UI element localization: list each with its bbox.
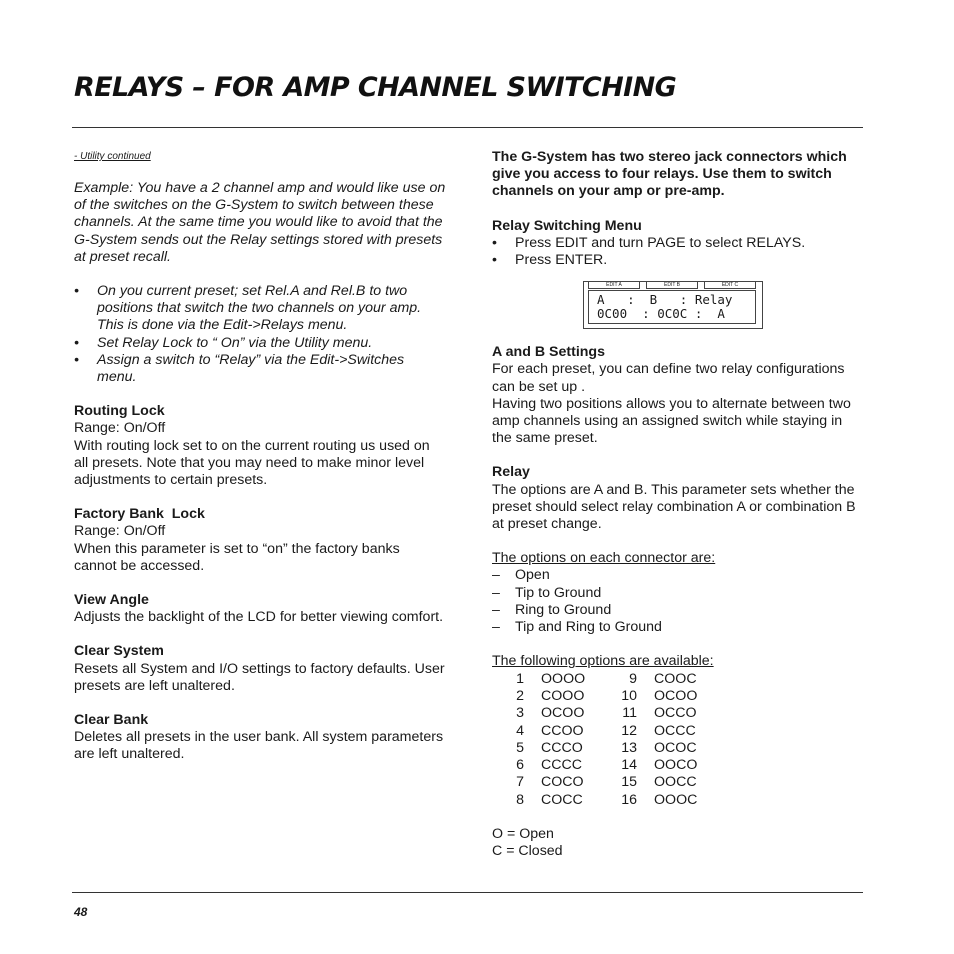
list-item: • Press ENTER.	[492, 252, 864, 269]
example-paragraph: Example: You have a 2 channel amp and would like use on of the switches on the G-System to switch between these channels. At the same time you would like to avoid that the G-System sends out the Relay settings stored with presets at preset recall.	[74, 180, 446, 265]
options-table	[492, 670, 714, 808]
option-code: OOOC	[654, 791, 698, 808]
option-number: 1	[516, 670, 524, 687]
available-options-heading: The following options are available:	[492, 653, 714, 670]
option-code: OCOO	[541, 705, 585, 722]
routing-lock-body: With routing lock set to on the current routing us used on all presets. Note that you may need to make minor level adjustments to certain presets.	[74, 437, 430, 489]
option-number: 3	[516, 705, 524, 722]
factory-bank-lock-heading: Factory Bank Lock	[74, 506, 205, 523]
option-code: OOOO	[541, 670, 586, 687]
list-item: – Tip and Ring to Ground	[492, 619, 864, 636]
option-number: 6	[516, 757, 524, 774]
right-column	[492, 149, 864, 860]
option-code: COCC	[541, 791, 583, 808]
option-number: 8	[516, 791, 524, 808]
page-title: RELAYS – FOR AMP CHANNEL SWITCHING	[74, 72, 677, 103]
option-number: 7	[516, 774, 524, 791]
view-angle-body: Adjusts the backlight of the LCD for better viewing comfort.	[74, 609, 444, 626]
table-row	[492, 705, 714, 722]
factory-bank-lock-range: Range: On/Off	[74, 523, 166, 540]
section-note: - Utility continued	[74, 151, 151, 162]
table-row	[492, 774, 714, 791]
option-number: 4	[516, 722, 524, 739]
option-number: 10	[621, 687, 637, 704]
example-steps-list	[74, 283, 446, 386]
ab-settings-heading: A and B Settings	[492, 344, 605, 361]
table-row	[492, 792, 714, 809]
option-code: OCOC	[654, 739, 697, 756]
lcd-display-illustration	[583, 281, 763, 329]
list-item: • Press EDIT and turn PAGE to select RELAYS.	[492, 235, 864, 252]
ab-settings-body-2: Having two positions allows you to alternate between two amp channels using an assigned switch while staying in the same preset.	[492, 395, 851, 447]
option-code: COCO	[541, 774, 584, 791]
header-divider	[72, 127, 863, 128]
lcd-tab-edit-c: EDIT C	[704, 281, 756, 289]
list-item: – Ring to Ground	[492, 602, 864, 619]
option-code: OCCC	[654, 722, 696, 739]
list-item: • On you current preset; set Rel.A and Rel.B to two positions that switch the two channels on your amp. This is done via the Edit->Relays menu.	[74, 283, 446, 335]
option-code: OCCO	[654, 705, 697, 722]
option-code: CCCC	[541, 757, 582, 774]
intro-paragraph: The G-System has two stereo jack connectors which give you access to four relays. Use them to switch channels on your amp or pre-amp.	[492, 149, 847, 200]
option-code: COOO	[541, 687, 585, 704]
clear-system-body: Resets all System and I/O settings to factory defaults. User presets are left unaltered.	[74, 660, 445, 694]
lcd-tab-edit-a: EDIT A	[588, 281, 640, 289]
relay-menu-heading: Relay Switching Menu	[492, 217, 642, 234]
clear-bank-body: Deletes all presets in the user bank. All system parameters are left unaltered.	[74, 729, 444, 763]
list-item: • Set Relay Lock to “ On” via the Utility menu.	[74, 335, 446, 352]
lcd-tab-edit-b: EDIT B	[646, 281, 698, 289]
option-code: CCOO	[541, 722, 584, 739]
clear-system-heading: Clear System	[74, 643, 164, 660]
option-number: 16	[621, 791, 637, 808]
option-number: 11	[622, 705, 637, 722]
option-code: OCOO	[654, 687, 698, 704]
page-number: 48	[74, 905, 88, 919]
routing-lock-heading: Routing Lock	[74, 403, 165, 420]
table-row	[492, 670, 714, 687]
routing-lock-range: Range: On/Off	[74, 420, 166, 437]
option-code: OOCC	[654, 774, 697, 791]
option-number: 13	[621, 739, 637, 756]
left-column	[74, 150, 446, 764]
clear-bank-heading: Clear Bank	[74, 712, 149, 729]
factory-bank-lock-body: When this parameter is set to “on” the factory banks cannot be accessed.	[74, 540, 400, 574]
option-number: 12	[621, 722, 637, 739]
option-code: COOC	[654, 670, 697, 687]
ab-settings-body-1: For each preset, you can define two relay configurations can be set up .	[492, 361, 845, 395]
relay-body: The options are A and B. This parameter sets whether the preset should select relay combination A or combination B at preset change.	[492, 481, 856, 533]
list-item: – Open	[492, 567, 864, 584]
list-item: – Tip to Ground	[492, 585, 864, 602]
relay-heading: Relay	[492, 464, 530, 481]
lcd-screen	[588, 290, 756, 324]
connector-options-list	[492, 567, 864, 636]
connector-options-heading: The options on each connector are:	[492, 550, 716, 567]
option-number: 15	[621, 774, 637, 791]
table-row	[492, 688, 714, 705]
lcd-row-1: A : B : Relay	[597, 292, 733, 308]
option-code: CCCO	[541, 739, 583, 756]
option-number: 14	[621, 757, 637, 774]
option-code: OOCO	[654, 757, 698, 774]
table-row	[492, 757, 714, 774]
table-row	[492, 740, 714, 757]
option-number: 5	[516, 739, 524, 756]
lcd-row-2: 0C00 : 0C0C : A	[597, 306, 725, 322]
relay-menu-steps	[492, 235, 864, 269]
list-item: • Assign a switch to “Relay” via the Edit->Switches menu.	[74, 352, 446, 386]
footer-divider	[72, 892, 863, 893]
view-angle-heading: View Angle	[74, 592, 149, 609]
legend-closed: C = Closed	[492, 843, 563, 860]
legend-open: O = Open	[492, 825, 554, 842]
table-row	[492, 722, 714, 739]
option-number: 2	[516, 687, 524, 704]
option-number: 9	[629, 670, 637, 687]
